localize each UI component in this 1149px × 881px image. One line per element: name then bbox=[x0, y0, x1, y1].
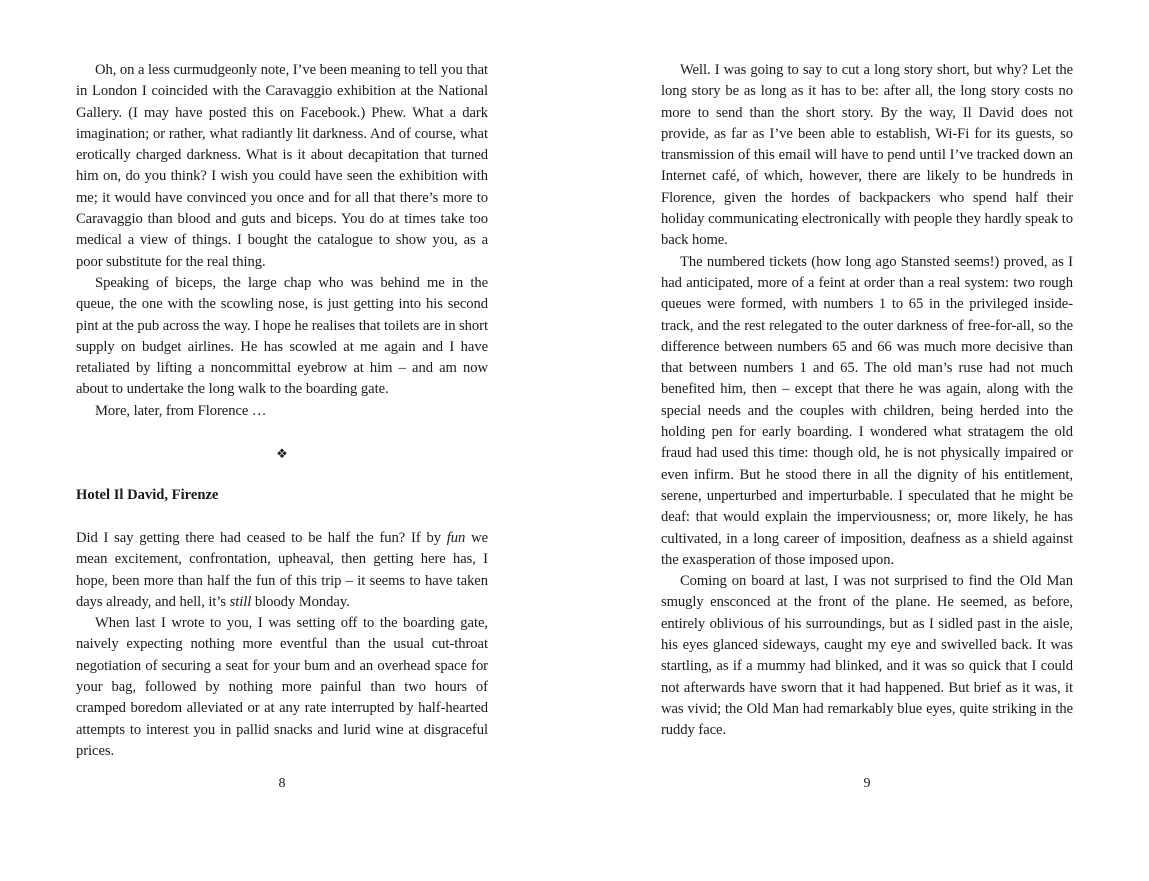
emphasis-still: still bbox=[229, 593, 252, 610]
page-number-right: 9 bbox=[863, 776, 871, 791]
paragraph-long-story: Well. I was going to say to cut a long story short, but why? Let the long story be as long as it has to be: after all, the long story costs no more to send than the short story. By the way, Il David does not provide, as far as I’ve been able to establish, Wi-Fi for its guests, so transmission of this email will have to pend until I’ve tracked down an Internet café, of which, however, there are likely to be hundreds in Florence, given the hordes of backpackers who spend half their holiday communicating electronically with people they hardly speak to back home. bbox=[661, 62, 1073, 249]
paragraph-on-board: Coming on board at last, I was not surprised to find the Old Man smugly ensconced at the front of the plane. He seemed, as before, entirely oblivious of his surroundings, but as I sidled past in the aisle, his eyes glanced sideways, caught my eye and swivelled back. It was startling, as if a mummy had blinked, and it was so quick that I could not afterwards have sworn that it had happened. But brief as it was, it was vivid; the Old Man had remarkably blue eyes, quite striking in the ruddy face. bbox=[661, 573, 1073, 739]
paragraph-more-later: More, later, from Florence … bbox=[95, 402, 267, 419]
right-page bbox=[661, 60, 1073, 800]
emphasis-fun: fun bbox=[446, 529, 466, 546]
paragraph-boarding-gate: When last I wrote to you, I was setting off to the boarding gate, naively expecting nothing more eventful than the usual cut-throat negotiation of securing a seat for your bum and an overhead space for your bag, followed by nothing more painful than two hours of cramped boredom alleviated or at any rate interrupted by half-hearted attempts to interest you in pallid snacks and lurid wine at disgraceful prices. bbox=[76, 615, 488, 759]
text-run: we mean excitement, confrontation, upheaval, then getting here has, I hope, been more than half the fun of this trip – it seems to have taken days already, and hell, it’s bbox=[76, 529, 488, 610]
text-run: Did I say getting there had ceased to be half the fun? If by bbox=[76, 529, 447, 546]
page-number-left: 8 bbox=[278, 776, 286, 791]
text-run: bloody Monday. bbox=[251, 593, 350, 610]
left-page bbox=[76, 60, 488, 800]
paragraph-fun bbox=[76, 528, 488, 613]
section-heading: Hotel Il David, Firenze bbox=[76, 487, 219, 504]
paragraph-numbered-tickets: The numbered tickets (how long ago Stansted seems!) proved, as I had anticipated, more of a feint at order than a real system: two rough queues were formed, with numbers 1 to 65 in the privileged inside-track, and the rest relegated to the outer darkness of free-for-all, so the difference between numbers 65 and 66 was much more decisive than that between numbers 1 and 65. The old man’s ruse had not much benefited him, then – except that there he was again, along with the special needs and the couples with children, being herded into the holding pen for early boarding. I wondered what stratagem the old fraud had used this time: though old, he is not physically impaired or even infirm. But he stood there in all the dignity of his entitlement, serene, unperturbed and imperturbable. I speculated that he might be deaf: that would explain the imperviousness; or, more likely, he has cultivated, in a long career of imposition, deafness as a shield against the exasperation of those imposed upon. bbox=[661, 253, 1073, 568]
paragraph-biceps: Speaking of biceps, the large chap who was behind me in the queue, the one with the scowling nose, is just getting into his second pint at the pub across the way. I hope he realises that toilets are in short supply on budget airlines. He has scowled at me again and I have retaliated by lifting a noncommittal eyebrow at him – and am now about to undertake the long walk to the boarding gate. bbox=[76, 274, 488, 398]
paragraph-caravaggio: Oh, on a less curmudgeonly note, I’ve been meaning to tell you that in London I coincided with the Caravaggio exhibition at the National Gallery. (I may have posted this on Facebook.) Phew. What a dark imagination; or rather, what radiantly lit darkness. And of course, what erotically charged darkness. What is it about decapitation that turned him on, do you think? I wish you could have seen the exhibition with me; it would have convinced you once and for all that there’s more to Caravaggio than blood and guts and biceps. You do at times take too medical a view of things. I bought the catalogue to show you, as a poor substitute for the real thing. bbox=[76, 62, 489, 270]
section-ornament: ❖ bbox=[276, 446, 288, 462]
